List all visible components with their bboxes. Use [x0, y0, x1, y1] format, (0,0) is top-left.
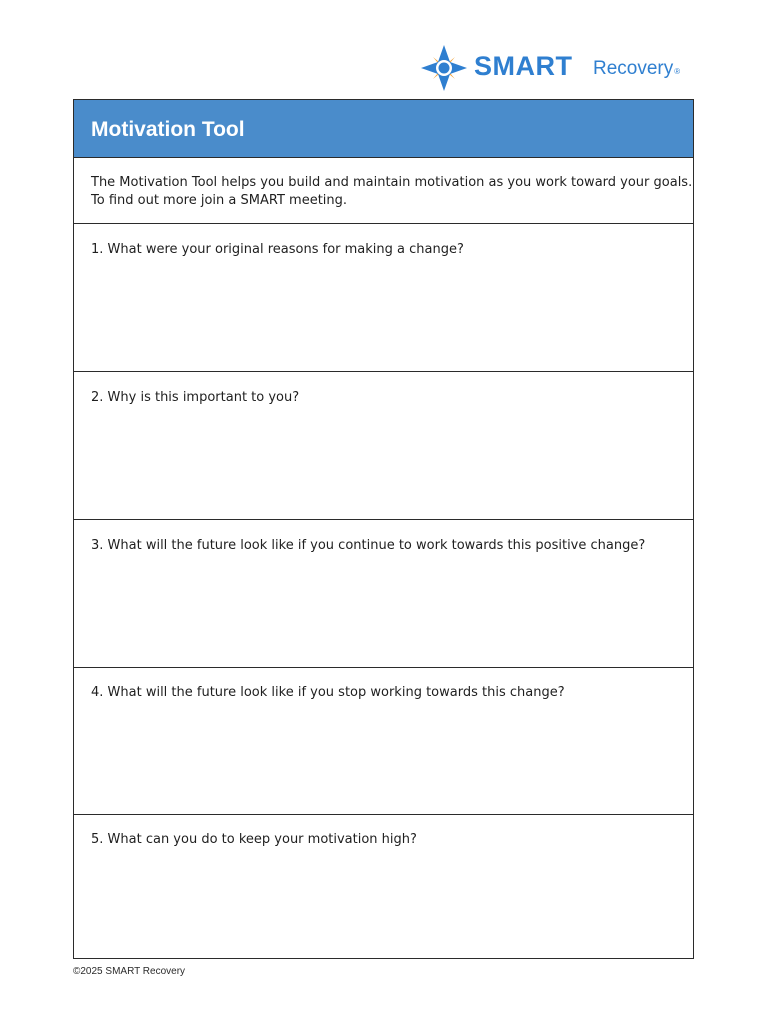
question-row-2 — [74, 372, 693, 520]
page-title: Motivation Tool — [91, 118, 245, 141]
answer-area-5[interactable] — [74, 854, 693, 958]
answer-area-1[interactable] — [74, 264, 693, 368]
answer-area-2[interactable] — [74, 412, 693, 516]
intro-text-line-1: The Motivation Tool helps you build and maintain motivation as you work toward your goals. — [91, 175, 693, 190]
logo-brand-text: SMART — [474, 51, 573, 81]
question-2-text: 2. Why is this important to you? — [91, 390, 300, 405]
worksheet-table — [73, 99, 694, 959]
registered-mark: ® — [674, 67, 681, 76]
question-row-4 — [74, 667, 693, 815]
question-1-text: 1. What were your original reasons for making a change? — [91, 242, 464, 257]
logo-name: Recovery — [593, 58, 674, 79]
question-row-3 — [74, 520, 693, 668]
intro-text-line-2: To find out more join a SMART meeting. — [91, 193, 348, 208]
logo-name-text — [593, 58, 680, 83]
smart-recovery-logo — [420, 44, 692, 92]
question-4-text: 4. What will the future look like if you stop working towards this change? — [91, 685, 565, 700]
copyright-footer: ©2025 SMART Recovery — [73, 966, 186, 977]
question-row-1 — [74, 224, 693, 372]
answer-area-4[interactable] — [74, 707, 693, 811]
title-band — [74, 100, 693, 158]
question-row-5 — [74, 814, 693, 957]
question-3-text: 3. What will the future look like if you continue to work towards this positive change? — [91, 538, 646, 553]
question-5-text: 5. What can you do to keep your motivation high? — [91, 832, 417, 847]
compass-star-icon — [420, 44, 468, 92]
intro-section — [74, 158, 693, 224]
answer-area-3[interactable] — [74, 560, 693, 664]
